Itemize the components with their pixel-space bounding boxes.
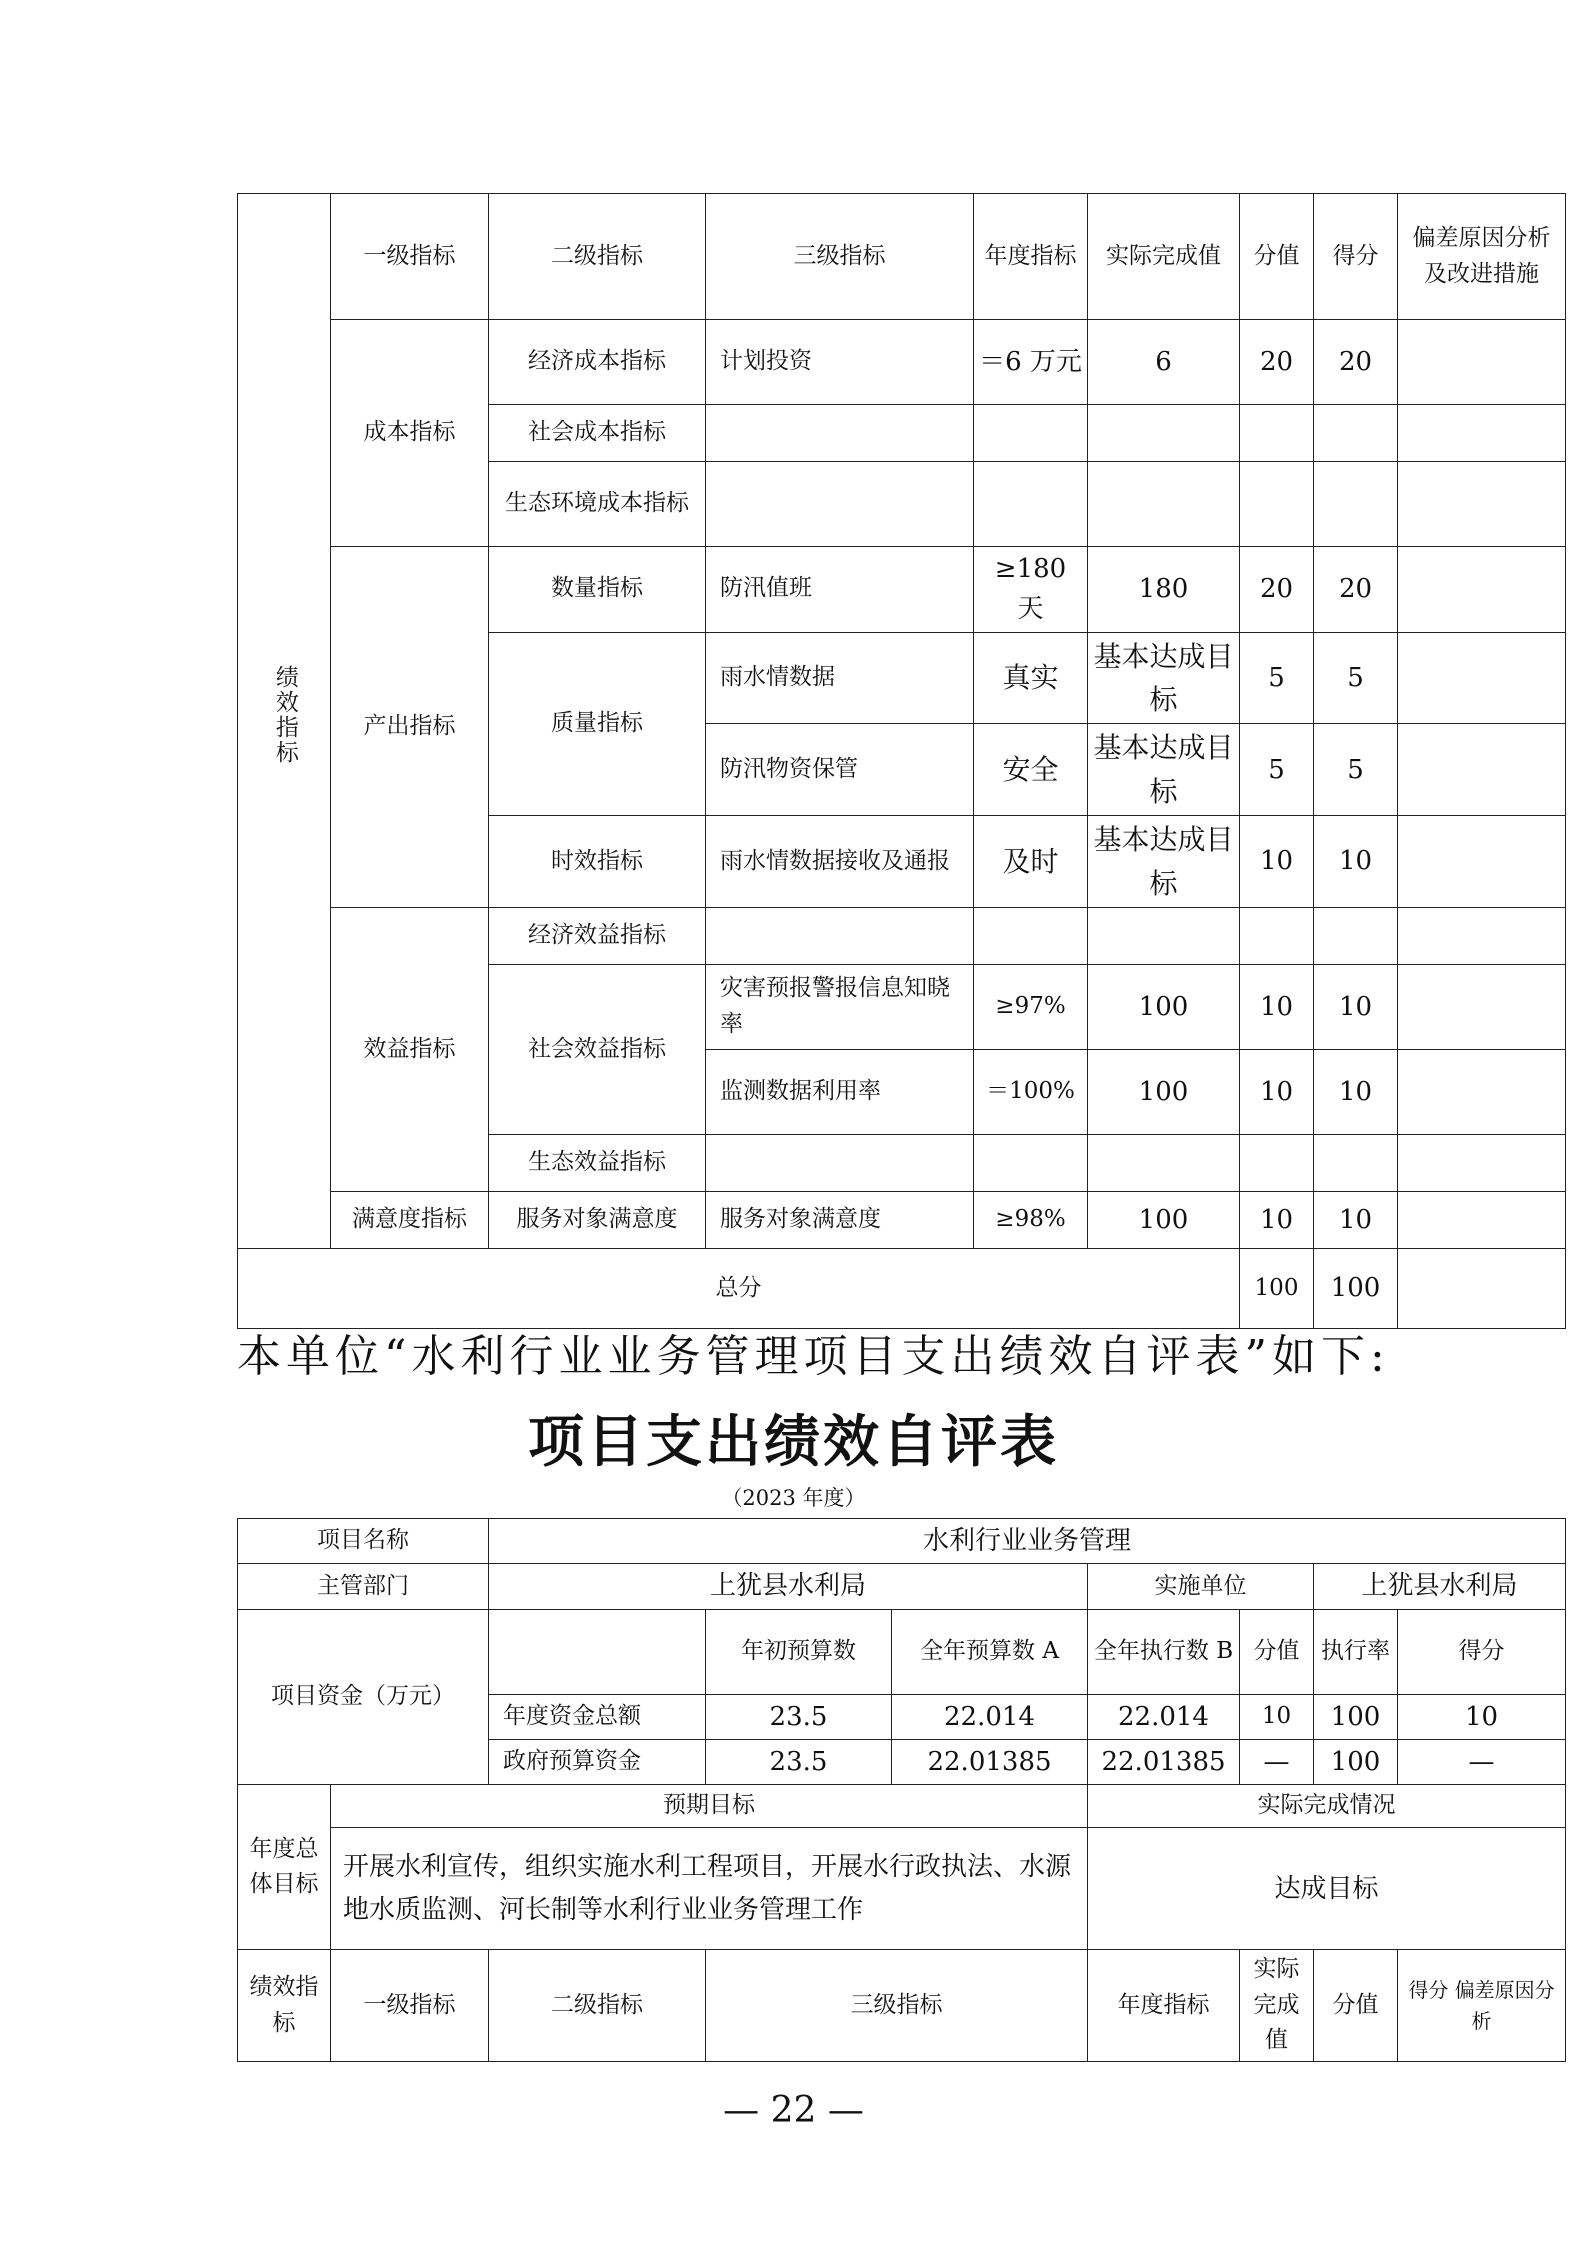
- table-row: [238, 547, 1566, 633]
- score-cell: 5: [1314, 724, 1398, 816]
- side-label: 绩效指标: [271, 665, 298, 766]
- annual-cell: [974, 907, 1088, 964]
- dept-row: [238, 1564, 1566, 1609]
- deviation-cell: [1398, 1191, 1566, 1248]
- annual-cell: [974, 405, 1088, 462]
- annual-cell: [974, 462, 1088, 547]
- indicator-header-actual: 实际完成值: [1240, 1950, 1314, 2062]
- deviation-cell: [1398, 547, 1566, 633]
- actual-cell: 6: [1088, 320, 1240, 405]
- annual-cell: 安全: [974, 724, 1088, 816]
- level3-cell: 防汛物资保管: [706, 724, 974, 816]
- actual-cell: 基本达成目标: [1088, 632, 1240, 724]
- actual-cell: 100: [1088, 1191, 1240, 1248]
- funds-full-a: 22.014: [892, 1694, 1088, 1739]
- deviation-cell: [1398, 724, 1566, 816]
- indicator-header-deviation: [1398, 1950, 1566, 2062]
- actual-cell: [1088, 405, 1240, 462]
- goal-actual-label: 实际完成情况: [1088, 1785, 1566, 1828]
- score-value-cell: 20: [1240, 547, 1314, 633]
- goal-expected: 开展水利宣传，组织实施水利工程项目，开展水行政执法、水源地水质监测、河长制等水利行业业务管理工作: [331, 1828, 1088, 1950]
- funds-label: 项目资金（万元）: [238, 1609, 489, 1785]
- score-cell: [1314, 907, 1398, 964]
- level3-cell: [706, 405, 974, 462]
- total-row: [238, 1248, 1566, 1328]
- goal-header-row: [238, 1785, 1566, 1828]
- level3-cell: [706, 1134, 974, 1191]
- funds-header-initial: 年初预算数: [706, 1609, 892, 1694]
- funds-exec-rate: 100: [1314, 1739, 1398, 1784]
- annual-cell: ＝100%: [974, 1049, 1088, 1134]
- funds-header-row: [238, 1609, 1566, 1694]
- funds-score-value: —: [1240, 1739, 1314, 1784]
- table-row: [238, 1191, 1566, 1248]
- score-value-cell: 5: [1240, 724, 1314, 816]
- actual-cell: [1088, 907, 1240, 964]
- indicator-header-score: 得分: [1408, 1977, 1449, 2002]
- actual-cell: 100: [1088, 1049, 1240, 1134]
- table-row: [238, 907, 1566, 964]
- goal-row: [238, 1828, 1566, 1950]
- group-output: 产出指标: [331, 547, 489, 908]
- funds-score: 10: [1398, 1694, 1566, 1739]
- funds-initial: 23.5: [706, 1739, 892, 1784]
- level3-cell: 雨水情数据接收及通报: [706, 816, 974, 908]
- score-value-cell: 10: [1240, 964, 1314, 1049]
- funds-row-label: 年度资金总额: [489, 1694, 706, 1739]
- annual-cell: ≥98%: [974, 1191, 1088, 1248]
- funds-score: —: [1398, 1739, 1566, 1784]
- score-value-cell: 5: [1240, 632, 1314, 724]
- table2-title: 项目支出绩效自评表: [528, 1410, 1059, 1475]
- actual-cell: 基本达成目标: [1088, 816, 1240, 908]
- total-score-value: 100: [1240, 1248, 1314, 1328]
- level3-cell: 灾害预报警报信息知晓率: [706, 964, 974, 1049]
- project-name-label: 项目名称: [238, 1519, 489, 1564]
- indicator-header-deviation-text: 偏差原因分析: [1454, 1977, 1555, 2033]
- page-number: — 22 —: [723, 2090, 864, 2131]
- score-cell: 10: [1314, 1049, 1398, 1134]
- score-value-cell: [1240, 405, 1314, 462]
- score-cell: 20: [1314, 547, 1398, 633]
- level3-cell: [706, 462, 974, 547]
- deviation-cell: [1398, 1134, 1566, 1191]
- score-value-cell: [1240, 462, 1314, 547]
- score-value-cell: 10: [1240, 1049, 1314, 1134]
- score-cell: 10: [1314, 1191, 1398, 1248]
- header-level1: 一级指标: [331, 194, 489, 320]
- funds-header-exec-b: 全年执行数 B: [1088, 1609, 1240, 1694]
- funds-header-score-value: 分值: [1240, 1609, 1314, 1694]
- level2-cell: 数量指标: [489, 547, 706, 633]
- dept-label: 主管部门: [238, 1564, 489, 1609]
- actual-cell: [1088, 462, 1240, 547]
- actual-cell: 基本达成目标: [1088, 724, 1240, 816]
- score-value-cell: 10: [1240, 816, 1314, 908]
- group-cost: 成本指标: [331, 320, 489, 547]
- annual-cell: ≥97%: [974, 964, 1088, 1049]
- deviation-cell: [1398, 320, 1566, 405]
- header-actual: 实际完成值: [1088, 194, 1240, 320]
- table2-year: （2023 年度）: [721, 1486, 866, 1510]
- header-score: 得分: [1314, 194, 1398, 320]
- score-cell: [1314, 1134, 1398, 1191]
- level3-cell: 服务对象满意度: [706, 1191, 974, 1248]
- funds-full-a: 22.01385: [892, 1739, 1088, 1784]
- level2-cell: 生态效益指标: [489, 1134, 706, 1191]
- score-cell: [1314, 462, 1398, 547]
- indicator-header-level3: 三级指标: [706, 1950, 1088, 2062]
- level2-cell: 服务对象满意度: [489, 1191, 706, 1248]
- level3-cell: 监测数据利用率: [706, 1049, 974, 1134]
- project-name-row: [238, 1519, 1566, 1564]
- group-satisfaction: 满意度指标: [331, 1191, 489, 1248]
- header-level3: 三级指标: [706, 194, 974, 320]
- deviation-cell: [1398, 405, 1566, 462]
- funds-header-blank: [489, 1609, 706, 1694]
- annual-cell: ≥180 天: [974, 547, 1088, 633]
- level2-cell: 社会效益指标: [489, 964, 706, 1134]
- header-level2: 二级指标: [489, 194, 706, 320]
- deviation-cell: [1398, 964, 1566, 1049]
- header-deviation: 偏差原因分析及改进措施: [1398, 194, 1566, 320]
- annual-cell: 真实: [974, 632, 1088, 724]
- dept: 上犹县水利局: [489, 1564, 1088, 1609]
- actual-cell: [1088, 1134, 1240, 1191]
- annual-cell: ＝6 万元: [974, 320, 1088, 405]
- indicator-header-row: [238, 1950, 1566, 2062]
- indicator-header-level2: 二级指标: [489, 1950, 706, 2062]
- project-name: 水利行业业务管理: [489, 1519, 1566, 1564]
- total-score: 100: [1314, 1248, 1398, 1328]
- actual-cell: 100: [1088, 964, 1240, 1049]
- group-benefit: 效益指标: [331, 907, 489, 1191]
- funds-exec-rate: 100: [1314, 1694, 1398, 1739]
- impl: 上犹县水利局: [1314, 1564, 1566, 1609]
- indicator-header-score-value: 分值: [1314, 1950, 1398, 2062]
- score-value-cell: [1240, 907, 1314, 964]
- funds-score-value: 10: [1240, 1694, 1314, 1739]
- funds-exec-b: 22.01385: [1088, 1739, 1240, 1784]
- funds-row-label: 政府预算资金: [489, 1739, 706, 1784]
- project-self-evaluation-table: [237, 1518, 1566, 2062]
- header-annual: 年度指标: [974, 194, 1088, 320]
- score-cell: [1314, 405, 1398, 462]
- actual-cell: 180: [1088, 547, 1240, 633]
- deviation-cell: [1398, 462, 1566, 547]
- total-deviation: [1398, 1248, 1566, 1328]
- level3-cell: [706, 907, 974, 964]
- header-score-value: 分值: [1240, 194, 1314, 320]
- level3-cell: 雨水情数据: [706, 632, 974, 724]
- score-value-cell: [1240, 1134, 1314, 1191]
- indicator-header-annual: 年度指标: [1088, 1950, 1240, 2062]
- level2-cell: 质量指标: [489, 632, 706, 816]
- annual-cell: 及时: [974, 816, 1088, 908]
- level2-cell: 社会成本指标: [489, 405, 706, 462]
- table-header-row: [238, 194, 1566, 320]
- annual-cell: [974, 1134, 1088, 1191]
- level2-cell: 生态环境成本指标: [489, 462, 706, 547]
- indicator-side-label: 绩效指标: [238, 1950, 331, 2062]
- score-cell: 20: [1314, 320, 1398, 405]
- funds-header-exec-rate: 执行率: [1314, 1609, 1398, 1694]
- total-label: 总分: [238, 1248, 1240, 1328]
- level2-cell: 时效指标: [489, 816, 706, 908]
- deviation-cell: [1398, 907, 1566, 964]
- funds-exec-b: 22.014: [1088, 1694, 1240, 1739]
- indicator-header-level1: 一级指标: [331, 1950, 489, 2062]
- level2-cell: 经济效益指标: [489, 907, 706, 964]
- intro-text: 本单位“水利行业业务管理项目支出绩效自评表”如下:: [237, 1331, 1390, 1382]
- deviation-cell: [1398, 632, 1566, 724]
- score-cell: 10: [1314, 816, 1398, 908]
- score-cell: 10: [1314, 964, 1398, 1049]
- table-row: [238, 320, 1566, 405]
- funds-header-score: 得分: [1398, 1609, 1566, 1694]
- side-label-cell: [238, 194, 331, 1249]
- level2-cell: 经济成本指标: [489, 320, 706, 405]
- funds-initial: 23.5: [706, 1694, 892, 1739]
- level3-cell: 计划投资: [706, 320, 974, 405]
- performance-indicator-table: [237, 193, 1566, 1329]
- deviation-cell: [1398, 1049, 1566, 1134]
- funds-header-full-a: 全年预算数 A: [892, 1609, 1088, 1694]
- score-value-cell: 20: [1240, 320, 1314, 405]
- goal-label: 年度总体目标: [238, 1785, 331, 1950]
- score-value-cell: 10: [1240, 1191, 1314, 1248]
- impl-label: 实施单位: [1088, 1564, 1314, 1609]
- score-cell: 5: [1314, 632, 1398, 724]
- deviation-cell: [1398, 816, 1566, 908]
- goal-expected-label: 预期目标: [331, 1785, 1088, 1828]
- level3-cell: 防汛值班: [706, 547, 974, 633]
- goal-actual: 达成目标: [1088, 1828, 1566, 1950]
